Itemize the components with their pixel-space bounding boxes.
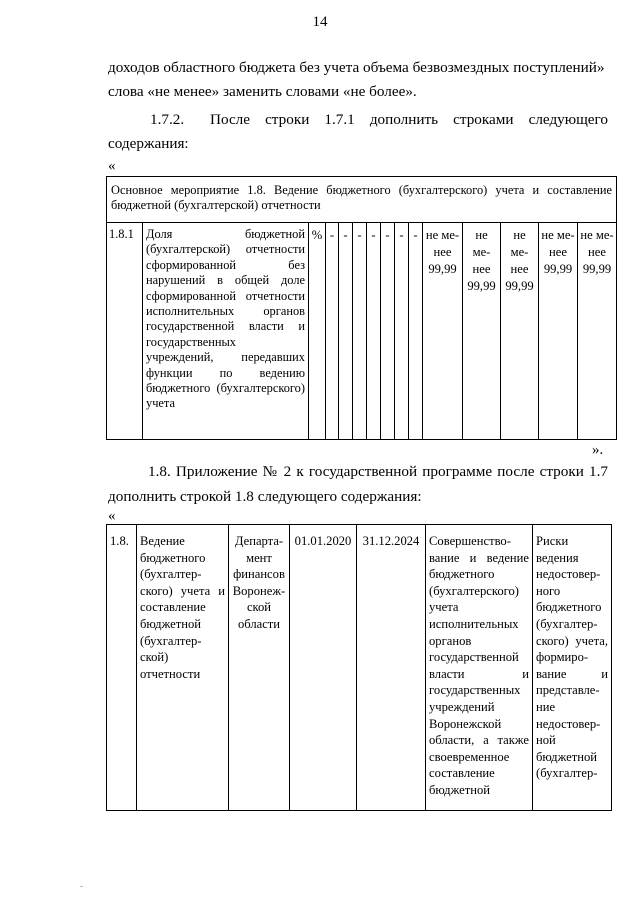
table2-start-date: 01.01.2020	[290, 525, 357, 811]
table1-dash: -	[395, 223, 409, 440]
table2-risks: Риски ведения недостовер- ного бюджетного (бухгалтер- ского) учета, формиро- вание и представле- ние недостовер- ной бюджетной (бухгалтер-	[533, 525, 612, 811]
paragraph-1-line-1: доходов областного бюджета без учета объема безвозмездных поступлений»	[108, 59, 605, 76]
table1-unit: %	[309, 223, 326, 440]
table1-value: не ме- нее 99,99	[423, 223, 463, 440]
scan-mark	[80, 886, 83, 887]
table1-row-number: 1.8.1	[107, 223, 143, 440]
paragraph-3-line-2: дополнить строкой 1.8 следующего содержания:	[108, 488, 422, 505]
paragraph-2-line-2: содержания:	[108, 135, 189, 152]
table1-dash: -	[381, 223, 395, 440]
table2-number: 1.8.	[107, 525, 137, 811]
table1-dash: -	[353, 223, 367, 440]
paragraph-1-line-2: слова «не менее» заменить словами «не более».	[108, 83, 417, 100]
table1-description: Доля бюджетной (бухгалтерской) отчетности сформированной без нарушений в общей доле сформированной отчетности исполнительных органов государственной власти и государственных учреждений, передавших функции по ведению бюджетного (бухгалтерского) учета	[143, 223, 309, 440]
activity-table	[106, 524, 612, 811]
table1-dash: -	[367, 223, 381, 440]
indicator-table	[106, 176, 617, 440]
table1-dash: -	[409, 223, 423, 440]
table2-result: Совершенство- вание и ведение бюджетного (бухгалтерского) учета исполнительных органов государственной власти и государственных учреждений Воронежской области, а также своевременное составление бюджетной	[426, 525, 533, 811]
table1-value: не ме- нее 99,99	[463, 223, 501, 440]
table2-end-date: 31.12.2024	[357, 525, 426, 811]
table1-value: не ме- нее 99,99	[501, 223, 539, 440]
paragraph-2-text: После строки 1.7.1 дополнить строками следующего	[210, 111, 608, 128]
table1-dash: -	[339, 223, 353, 440]
table2-name: Ведение бюджетного (бухгалтер- ского) учета и составление бюджетной (бухгалтер- ской) отчетности	[137, 525, 229, 811]
table1-header: Основное мероприятие 1.8. Ведение бюджетного (бухгалтерского) учета и составление бюджетной (бухгалтерской) отчетности	[107, 177, 617, 223]
open-quote-1: «	[108, 158, 116, 174]
table1-dash: -	[326, 223, 339, 440]
table1-value: не ме- нее 99,99	[578, 223, 617, 440]
open-quote-2: «	[108, 508, 116, 524]
table2-executor: Департа- мент финансов Воронеж- ской области	[229, 525, 290, 811]
table1-value: не ме- нее 99,99	[539, 223, 578, 440]
close-quote-1: ».	[592, 442, 604, 458]
paragraph-3-line-1: 1.8. Приложение № 2 к государственной программе после строки 1.7	[148, 463, 608, 480]
page-number: 14	[312, 14, 328, 30]
paragraph-2-number: 1.7.2.	[150, 111, 185, 128]
